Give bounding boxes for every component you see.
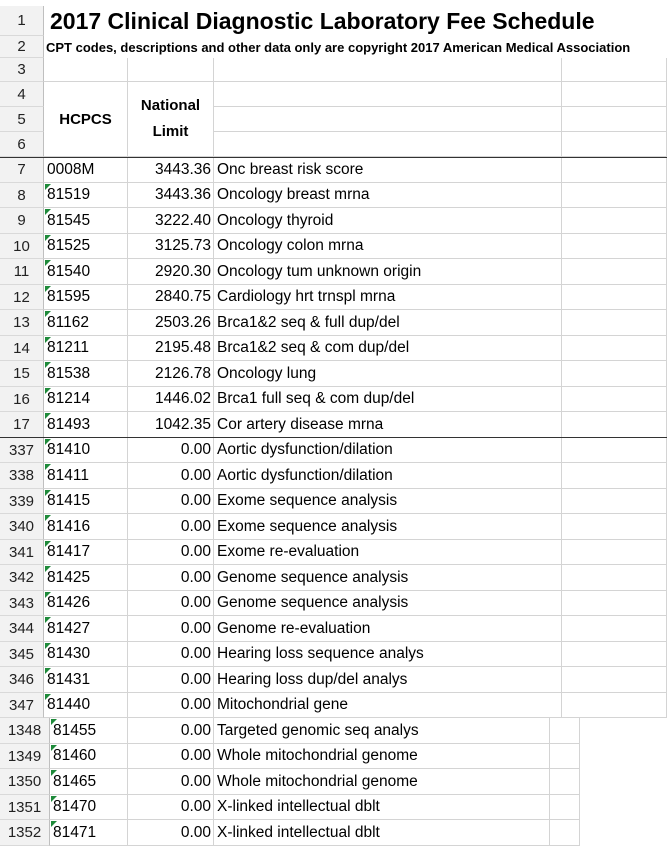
hcpcs-code: 81211: [47, 339, 89, 356]
error-indicator-icon: [51, 821, 57, 827]
row-header[interactable]: 341: [0, 540, 44, 565]
hcpcs-code: 81430: [47, 645, 91, 662]
hcpcs-cell[interactable]: [44, 310, 128, 336]
cell[interactable]: [550, 795, 580, 820]
hcpcs-cell[interactable]: [50, 744, 128, 769]
cell[interactable]: [214, 82, 562, 107]
cell[interactable]: [128, 58, 214, 82]
description-cell[interactable]: X-linked intellectual dblt: [214, 795, 550, 820]
hcpcs-code: 81431: [47, 670, 91, 688]
table-row[interactable]: [0, 183, 667, 208]
national-limit-cell[interactable]: 2920.30: [128, 259, 214, 285]
table-row[interactable]: [0, 744, 667, 769]
error-indicator-icon: [51, 770, 57, 776]
cell[interactable]: [562, 132, 667, 157]
row-header[interactable]: 14: [0, 336, 44, 361]
row-header[interactable]: 12: [0, 285, 44, 310]
national-limit-cell[interactable]: 0.00: [128, 616, 214, 642]
row-header[interactable]: 343: [0, 591, 44, 616]
hcpcs-cell[interactable]: [44, 412, 128, 438]
national-limit-cell[interactable]: 2503.26: [128, 310, 214, 336]
cell[interactable]: [214, 132, 562, 157]
hcpcs-code: 81538: [47, 364, 91, 382]
row-header[interactable]: 342: [0, 565, 44, 591]
hcpcs-cell[interactable]: [44, 540, 128, 565]
error-indicator-icon: [45, 337, 51, 343]
hcpcs-code: 81460: [53, 747, 97, 764]
cell[interactable]: [562, 58, 667, 82]
hcpcs-code: 81410: [47, 441, 91, 458]
cell[interactable]: [214, 107, 562, 132]
description-cell[interactable]: Mitochondrial gene: [214, 693, 562, 718]
table-row[interactable]: [0, 642, 667, 667]
national-limit-cell[interactable]: 3443.36: [128, 157, 214, 183]
table-row[interactable]: [0, 540, 667, 565]
error-indicator-icon: [45, 515, 51, 521]
error-indicator-icon: [45, 260, 51, 266]
cell[interactable]: [562, 667, 667, 693]
description-cell[interactable]: Targeted genomic seq analys: [214, 718, 550, 744]
row-header[interactable]: 15: [0, 361, 44, 387]
row-header[interactable]: 1352: [0, 820, 50, 846]
error-indicator-icon: [45, 388, 51, 394]
national-limit-cell[interactable]: 0.00: [128, 718, 214, 744]
error-indicator-icon: [45, 286, 51, 292]
row-header[interactable]: 340: [0, 514, 44, 540]
national-limit-cell[interactable]: 0.00: [128, 820, 214, 846]
error-indicator-icon: [45, 464, 51, 470]
national-limit-cell[interactable]: 0.00: [128, 438, 214, 463]
header-bottom-border: [0, 157, 667, 158]
cell[interactable]: [562, 463, 667, 489]
error-indicator-icon: [45, 592, 51, 598]
hcpcs-header: HCPCS: [59, 110, 112, 128]
hcpcs-code: 81595: [47, 288, 91, 305]
description-cell[interactable]: Oncology lung: [214, 361, 562, 387]
national-limit-cell[interactable]: 2126.78: [128, 361, 214, 387]
error-indicator-icon: [45, 541, 51, 547]
hcpcs-cell[interactable]: [44, 361, 128, 387]
table-row[interactable]: [0, 463, 667, 489]
error-indicator-icon: [45, 413, 51, 419]
hcpcs-cell[interactable]: [44, 336, 128, 361]
cell[interactable]: [562, 642, 667, 667]
error-indicator-icon: [45, 184, 51, 190]
row-header[interactable]: 5: [0, 107, 44, 132]
row-header[interactable]: 344: [0, 616, 44, 642]
error-indicator-icon: [45, 235, 51, 241]
description-cell[interactable]: Aortic dysfunction/dilation: [214, 438, 562, 463]
cell[interactable]: [550, 820, 580, 846]
national-limit-cell[interactable]: 0.00: [128, 642, 214, 667]
national-limit-cell[interactable]: 0.00: [128, 463, 214, 489]
hcpcs-cell[interactable]: [44, 642, 128, 667]
hcpcs-code: 81545: [47, 211, 91, 229]
national-limit-cell[interactable]: 2840.75: [128, 285, 214, 310]
description-cell[interactable]: Genome sequence analysis: [214, 591, 562, 616]
national-limit-cell[interactable]: 0.00: [128, 565, 214, 591]
national-limit-cell[interactable]: 0.00: [128, 693, 214, 718]
hcpcs-code: 81493: [47, 415, 91, 433]
error-indicator-icon: [45, 566, 51, 572]
hcpcs-code: 81426: [47, 594, 91, 611]
error-indicator-icon: [45, 439, 51, 445]
row-header[interactable]: 1348: [0, 718, 50, 744]
hcpcs-cell[interactable]: [44, 565, 128, 591]
national-limit-cell[interactable]: 3125.73: [128, 234, 214, 259]
hcpcs-code: 81470: [53, 798, 97, 815]
cell[interactable]: [562, 540, 667, 565]
row-header[interactable]: 6: [0, 132, 44, 157]
description-cell[interactable]: Oncology tum unknown origin: [214, 259, 562, 285]
cell[interactable]: [562, 387, 667, 412]
national-limit-cell[interactable]: 0.00: [128, 489, 214, 514]
table-row[interactable]: [0, 259, 667, 285]
row-header[interactable]: 10: [0, 234, 44, 259]
error-indicator-icon: [45, 490, 51, 496]
national-limit-cell[interactable]: 0.00: [128, 540, 214, 565]
cell[interactable]: [550, 718, 580, 744]
hcpcs-cell[interactable]: [44, 183, 128, 208]
hcpcs-code: 81416: [47, 517, 91, 535]
hcpcs-cell[interactable]: [50, 795, 128, 820]
description-cell[interactable]: Brca1 full seq & com dup/del: [214, 387, 562, 412]
description-cell[interactable]: Genome re-evaluation: [214, 616, 562, 642]
error-indicator-icon: [45, 617, 51, 623]
table-row[interactable]: [0, 591, 667, 616]
sheet-subtitle[interactable]: CPT codes, descriptions and other data only are copyright 2017 American Medical Association: [46, 40, 631, 55]
cell[interactable]: [550, 744, 580, 769]
error-indicator-icon: [45, 311, 51, 317]
cell[interactable]: [562, 285, 667, 310]
cell[interactable]: [562, 310, 667, 336]
table-row[interactable]: [0, 565, 667, 591]
cell[interactable]: [562, 693, 667, 718]
cell[interactable]: [562, 591, 667, 616]
error-indicator-icon: [45, 209, 51, 215]
row-header[interactable]: 347: [0, 693, 44, 718]
hcpcs-cell[interactable]: [44, 693, 128, 718]
description-cell[interactable]: Exome sequence analysis: [214, 514, 562, 540]
row-header[interactable]: 339: [0, 489, 44, 514]
table-row[interactable]: [0, 387, 667, 412]
hcpcs-code: 81427: [47, 619, 91, 637]
row-header[interactable]: 2: [0, 36, 44, 58]
description-cell[interactable]: X-linked intellectual dblt: [214, 820, 550, 846]
description-cell[interactable]: Oncology breast mrna: [214, 183, 562, 208]
cell[interactable]: [562, 183, 667, 208]
hcpcs-code: 81465: [53, 772, 97, 790]
hcpcs-cell[interactable]: [50, 718, 128, 744]
table-row[interactable]: [0, 412, 667, 438]
hcpcs-cell[interactable]: [44, 463, 128, 489]
description-cell[interactable]: Brca1&2 seq & com dup/del: [214, 336, 562, 361]
cell[interactable]: [562, 157, 667, 183]
cell[interactable]: [562, 438, 667, 463]
error-indicator-icon: [45, 694, 51, 700]
error-indicator-icon: [51, 745, 57, 751]
cell[interactable]: [562, 234, 667, 259]
hcpcs-code: 81440: [47, 696, 91, 713]
table-row[interactable]: [0, 820, 667, 846]
table-row[interactable]: [0, 361, 667, 387]
row-header[interactable]: 338: [0, 463, 44, 489]
table-row[interactable]: [0, 234, 667, 259]
table-row[interactable]: [0, 667, 667, 693]
table-row[interactable]: [0, 208, 667, 234]
table-row[interactable]: [0, 693, 667, 718]
description-cell[interactable]: Whole mitochondrial genome: [214, 769, 550, 795]
hcpcs-cell[interactable]: [44, 616, 128, 642]
hcpcs-code: 81525: [47, 237, 91, 254]
hcpcs-cell[interactable]: [50, 820, 128, 846]
national-limit-cell[interactable]: 1042.35: [128, 412, 214, 438]
cell[interactable]: [562, 412, 667, 438]
hcpcs-cell[interactable]: [44, 157, 128, 183]
table-row[interactable]: [0, 157, 667, 183]
national-limit-cell[interactable]: 0.00: [128, 667, 214, 693]
error-indicator-icon: [51, 796, 57, 802]
hcpcs-code: 81415: [47, 492, 91, 509]
row-header[interactable]: 8: [0, 183, 44, 208]
hcpcs-header-cell[interactable]: [44, 82, 128, 157]
table-row[interactable]: [0, 795, 667, 820]
national-limit-cell[interactable]: 0.00: [128, 514, 214, 540]
description-cell[interactable]: Cardiology hrt trnspl mrna: [214, 285, 562, 310]
national-limit-cell[interactable]: 0.00: [128, 769, 214, 795]
row-header[interactable]: 1350: [0, 769, 50, 795]
hcpcs-code: 81519: [47, 186, 91, 203]
table-row[interactable]: [0, 310, 667, 336]
hcpcs-code: 81214: [47, 390, 91, 407]
hcpcs-cell[interactable]: [50, 769, 128, 795]
national-limit-header-line2: Limit: [152, 123, 189, 140]
row-header[interactable]: 16: [0, 387, 44, 412]
cell[interactable]: [562, 616, 667, 642]
row-header[interactable]: 345: [0, 642, 44, 667]
cell[interactable]: [562, 82, 667, 107]
description-cell[interactable]: Brca1&2 seq & full dup/del: [214, 310, 562, 336]
hcpcs-code: 0008M: [47, 160, 95, 178]
description-cell[interactable]: Exome sequence analysis: [214, 489, 562, 514]
hcpcs-code: 81417: [47, 543, 91, 560]
table-row[interactable]: [0, 336, 667, 361]
description-cell[interactable]: Hearing loss dup/del analys: [214, 667, 562, 693]
table-row[interactable]: [0, 718, 667, 744]
row-header[interactable]: 11: [0, 259, 44, 285]
cell[interactable]: [44, 58, 128, 82]
row-header[interactable]: 1349: [0, 744, 50, 769]
description-cell[interactable]: Exome re-evaluation: [214, 540, 562, 565]
table-row[interactable]: [0, 438, 667, 463]
row-header[interactable]: 1351: [0, 795, 50, 820]
national-limit-cell[interactable]: 0.00: [128, 744, 214, 769]
cell[interactable]: [562, 489, 667, 514]
cell[interactable]: [562, 208, 667, 234]
hcpcs-cell[interactable]: [44, 514, 128, 540]
national-limit-cell[interactable]: 2195.48: [128, 336, 214, 361]
row-header[interactable]: 337: [0, 438, 44, 463]
table-row[interactable]: [0, 514, 667, 540]
cell[interactable]: [562, 565, 667, 591]
cell[interactable]: [550, 769, 580, 795]
hcpcs-code: 81162: [47, 313, 89, 331]
hcpcs-cell[interactable]: [44, 234, 128, 259]
table-row[interactable]: [0, 616, 667, 642]
table-row[interactable]: [0, 489, 667, 514]
hcpcs-code: 81455: [53, 721, 97, 739]
description-cell[interactable]: Oncology colon mrna: [214, 234, 562, 259]
row-header[interactable]: 9: [0, 208, 44, 234]
error-indicator-icon: [45, 362, 51, 368]
description-cell[interactable]: Cor artery disease mrna: [214, 412, 562, 438]
row-header[interactable]: 346: [0, 667, 44, 693]
description-cell[interactable]: Hearing loss sequence analys: [214, 642, 562, 667]
hcpcs-code: 81471: [53, 823, 97, 841]
hcpcs-cell[interactable]: [44, 591, 128, 616]
row-header[interactable]: 17: [0, 412, 44, 438]
cell[interactable]: [562, 259, 667, 285]
description-cell[interactable]: Aortic dysfunction/dilation: [214, 463, 562, 489]
error-indicator-icon: [51, 719, 57, 725]
section-border: [0, 437, 667, 438]
row-header[interactable]: 4: [0, 82, 44, 107]
cell[interactable]: [562, 361, 667, 387]
hcpcs-cell[interactable]: [44, 489, 128, 514]
sheet-row[interactable]: [0, 58, 667, 82]
hcpcs-cell[interactable]: [44, 667, 128, 693]
national-limit-cell[interactable]: 0.00: [128, 795, 214, 820]
row-header[interactable]: 1: [0, 6, 44, 36]
hcpcs-cell[interactable]: [44, 259, 128, 285]
hcpcs-code: 81411: [47, 466, 89, 484]
hcpcs-code: 81540: [47, 262, 91, 280]
hcpcs-cell[interactable]: [44, 387, 128, 412]
table-row[interactable]: [0, 285, 667, 310]
hcpcs-cell[interactable]: [44, 208, 128, 234]
description-cell[interactable]: Genome sequence analysis: [214, 565, 562, 591]
error-indicator-icon: [45, 643, 51, 649]
national-limit-header-line1: National: [140, 97, 201, 114]
row-header[interactable]: 3: [0, 58, 44, 82]
table-row[interactable]: [0, 769, 667, 795]
cell[interactable]: [562, 107, 667, 132]
error-indicator-icon: [45, 668, 51, 674]
national-limit-cell[interactable]: 3443.36: [128, 183, 214, 208]
hcpcs-cell[interactable]: [44, 285, 128, 310]
cell[interactable]: [562, 336, 667, 361]
cell[interactable]: [562, 514, 667, 540]
description-cell[interactable]: Onc breast risk score: [214, 157, 562, 183]
cell[interactable]: [214, 58, 562, 82]
national-limit-header-cell[interactable]: [128, 82, 214, 157]
hcpcs-cell[interactable]: [44, 438, 128, 463]
sheet-title[interactable]: 2017 Clinical Diagnostic Laboratory Fee Schedule: [50, 8, 595, 34]
row-header[interactable]: 7: [0, 157, 44, 183]
description-cell[interactable]: Oncology thyroid: [214, 208, 562, 234]
national-limit-cell[interactable]: 1446.02: [128, 387, 214, 412]
row-header[interactable]: 13: [0, 310, 44, 336]
hcpcs-code: 81425: [47, 568, 91, 586]
national-limit-cell[interactable]: 3222.40: [128, 208, 214, 234]
description-cell[interactable]: Whole mitochondrial genome: [214, 744, 550, 769]
national-limit-cell[interactable]: 0.00: [128, 591, 214, 616]
